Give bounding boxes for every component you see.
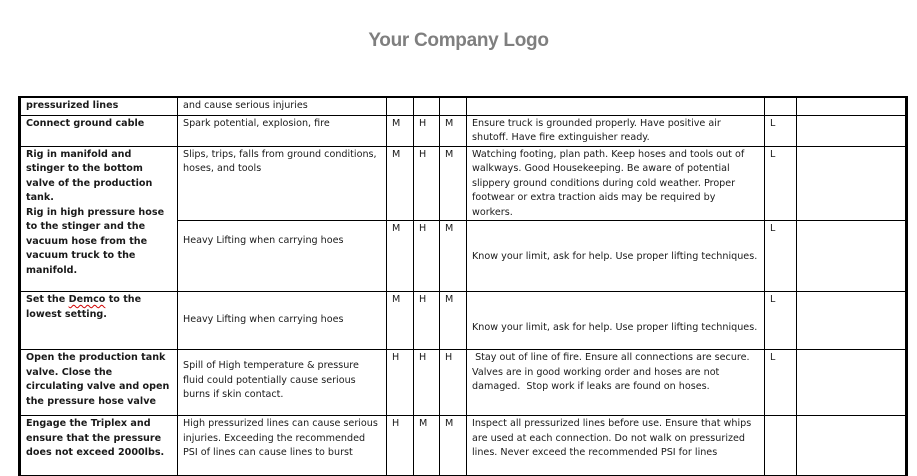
job-step-text: Rig in manifold and stinger to the bottom valve of the production tank. xyxy=(26,148,153,203)
residual-risk-cell[interactable]: L xyxy=(765,115,797,146)
control-measures-cell[interactable]: Inspect all pressurized lines before use. Ensure that whips are used at each connection. Do not walk on pressurized lines. Never exceed the recommended PSI for lines xyxy=(467,416,765,476)
residual-risk-cell[interactable] xyxy=(765,97,797,115)
residual-risk-cell[interactable]: L xyxy=(765,350,797,416)
notes-cell[interactable] xyxy=(797,97,907,115)
risk-rating-cell[interactable]: H xyxy=(414,292,440,350)
risk-rating-cell[interactable]: M xyxy=(414,416,440,476)
notes-cell[interactable] xyxy=(797,350,907,416)
notes-cell[interactable] xyxy=(797,292,907,350)
notes-cell[interactable] xyxy=(797,146,907,221)
spellcheck-flagged-word: Demco xyxy=(68,294,106,305)
hazard-cell[interactable] xyxy=(178,292,387,350)
table-row xyxy=(20,115,907,146)
control-measures-cell[interactable] xyxy=(467,221,765,292)
job-step-text: to the lowest setting. xyxy=(26,294,142,320)
control-measures-cell[interactable] xyxy=(467,292,765,350)
table-row xyxy=(20,350,907,416)
hazard-cell[interactable] xyxy=(178,221,387,292)
risk-rating-cell[interactable]: M xyxy=(440,146,467,221)
company-logo-placeholder: Your Company Logo xyxy=(368,30,549,51)
job-step-cell[interactable]: pressurized lines xyxy=(20,97,178,115)
risk-rating-cell[interactable]: H xyxy=(387,416,414,476)
risk-rating-cell[interactable]: H xyxy=(414,115,440,146)
notes-cell[interactable] xyxy=(797,115,907,146)
control-text: Know your limit, ask for help. Use proper lifting techniques. xyxy=(472,322,758,333)
notes-cell[interactable] xyxy=(797,221,907,292)
risk-rating-cell[interactable]: M xyxy=(387,221,414,292)
risk-rating-cell[interactable]: M xyxy=(440,221,467,292)
job-step-cell[interactable]: Open the production tank valve. Close the circulating valve and open the pressure hose valve xyxy=(20,350,178,416)
hazard-text: Heavy Lifting when carrying hoes xyxy=(183,235,344,246)
risk-rating-cell[interactable]: H xyxy=(414,146,440,221)
risk-rating-cell[interactable]: H xyxy=(387,350,414,416)
residual-risk-cell[interactable]: L xyxy=(765,221,797,292)
risk-rating-cell[interactable]: H xyxy=(414,221,440,292)
risk-rating-cell[interactable] xyxy=(440,97,467,115)
residual-risk-cell[interactable] xyxy=(765,416,797,476)
risk-rating-cell[interactable]: M xyxy=(387,292,414,350)
control-measures-cell[interactable]: Watching footing, plan path. Keep hoses and tools out of walkways. Good Housekeeping. Be aware of potential slippery ground conditions during cold weather. Proper footwear or extra traction aids may be required by workers. xyxy=(467,146,765,221)
table-row xyxy=(20,146,907,221)
table-row xyxy=(20,416,907,476)
hazard-cell[interactable]: Spark potential, explosion, fire xyxy=(178,115,387,146)
hazard-cell[interactable]: High pressurized lines can cause serious injuries. Exceeding the recommended PSI of lines can cause lines to burst xyxy=(178,416,387,476)
risk-rating-cell[interactable] xyxy=(387,97,414,115)
table-row xyxy=(20,97,907,115)
risk-rating-cell[interactable]: M xyxy=(387,115,414,146)
residual-risk-cell[interactable]: L xyxy=(765,146,797,221)
hazard-text: Heavy Lifting when carrying hoes xyxy=(183,314,344,325)
risk-rating-cell[interactable]: M xyxy=(440,115,467,146)
job-step-cell[interactable]: Connect ground cable xyxy=(20,115,178,146)
risk-rating-cell[interactable]: M xyxy=(440,416,467,476)
residual-risk-cell[interactable]: L xyxy=(765,292,797,350)
notes-cell[interactable] xyxy=(797,416,907,476)
risk-rating-cell[interactable] xyxy=(414,97,440,115)
hazard-text: Spill of High temperature & pressure fluid could potentially cause serious burns if skin contact. xyxy=(183,360,359,400)
risk-rating-cell[interactable]: M xyxy=(387,146,414,221)
job-step-cell[interactable] xyxy=(20,146,178,292)
risk-rating-cell[interactable]: H xyxy=(440,350,467,416)
job-step-cell[interactable]: Engage the Triplex and ensure that the pressure does not exceed 2000lbs. xyxy=(20,416,178,476)
risk-rating-cell[interactable]: M xyxy=(440,292,467,350)
control-measures-cell[interactable]: Stay out of line of fire. Ensure all connections are secure. Valves are in good working order and hoses are not damaged. Stop work if leaks are found on hoses. xyxy=(467,350,765,416)
risk-rating-cell[interactable]: H xyxy=(414,350,440,416)
job-step-text-continued: Rig in high pressure hose to the stinger and the vacuum hose from the vacuum truck to the manifold. xyxy=(26,206,165,276)
control-text: Know your limit, ask for help. Use proper lifting techniques. xyxy=(472,251,758,262)
control-measures-cell[interactable] xyxy=(467,97,765,115)
table-row xyxy=(20,292,907,350)
hazard-cell[interactable] xyxy=(178,350,387,416)
job-step-text: Set the xyxy=(26,294,69,305)
hazard-cell[interactable]: Slips, trips, falls from ground conditions, hoses, and tools xyxy=(178,146,387,221)
job-step-cell[interactable] xyxy=(20,292,178,350)
job-safety-analysis-table xyxy=(18,96,908,476)
control-measures-cell[interactable]: Ensure truck is grounded properly. Have positive air shutoff. Have fire extinguisher ready. xyxy=(467,115,765,146)
hazard-cell[interactable]: and cause serious injuries xyxy=(178,97,387,115)
